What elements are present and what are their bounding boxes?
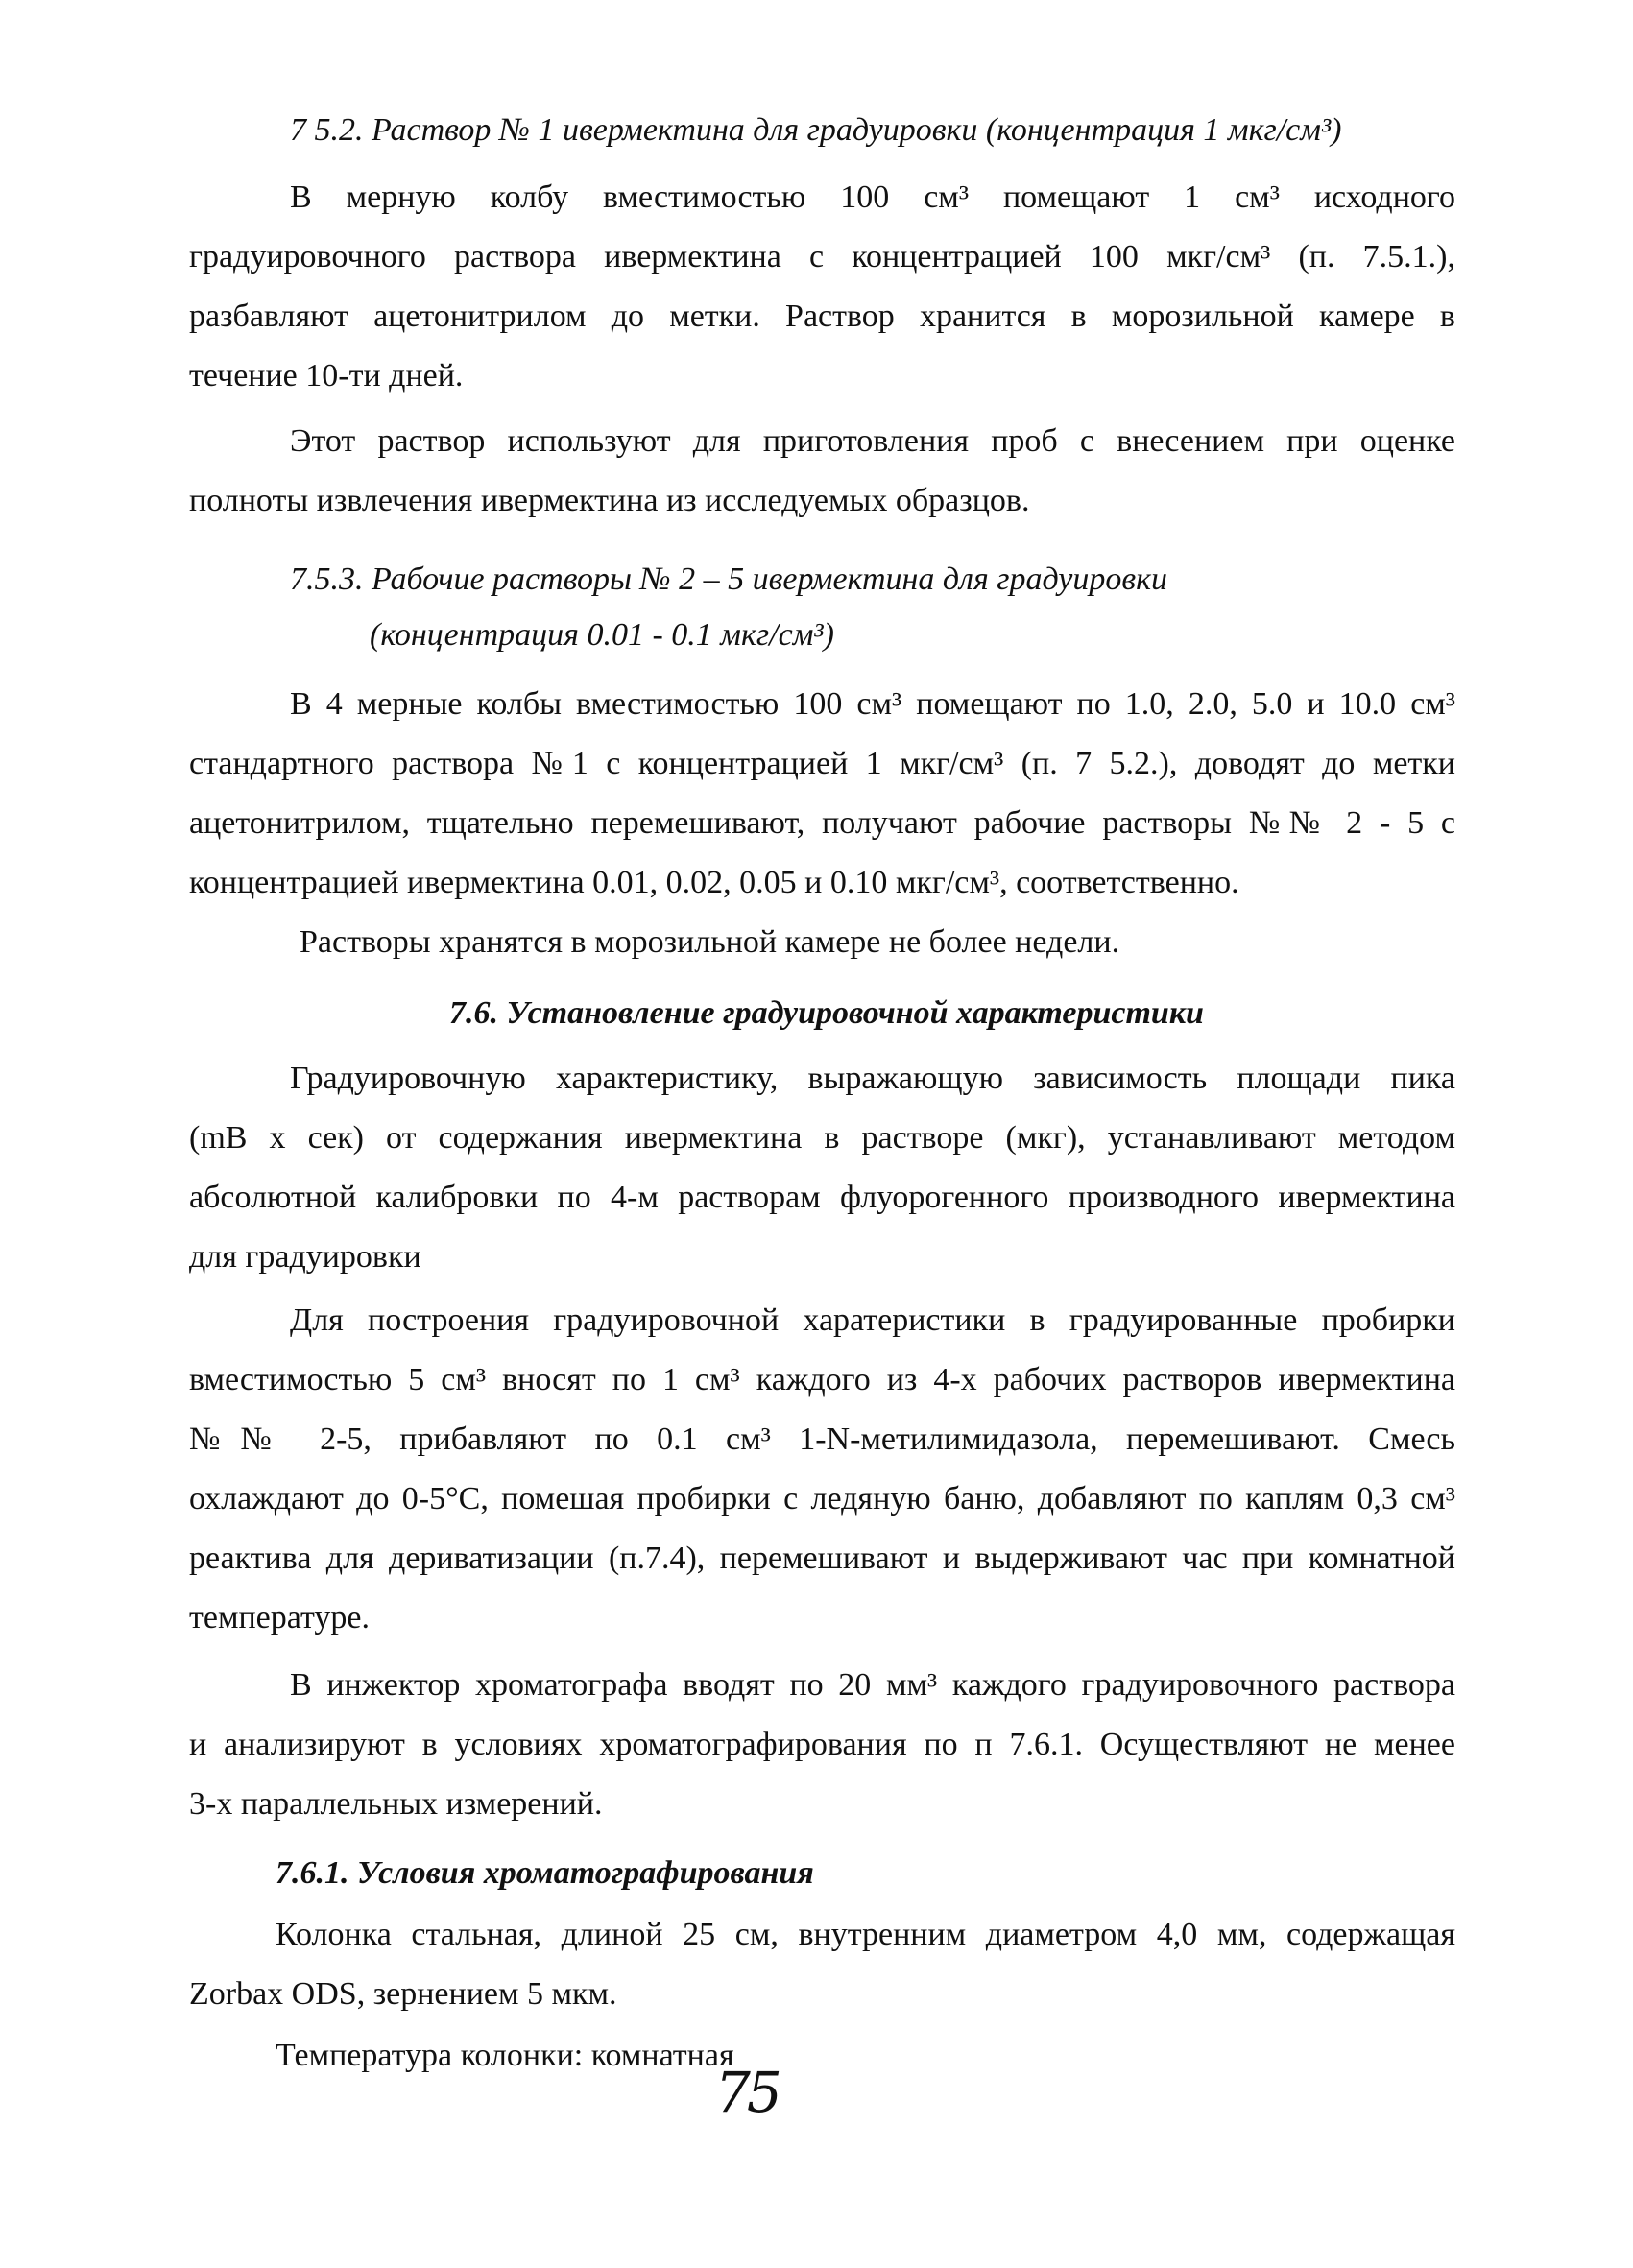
paragraph-line: Zorbax ODS, зернением 5 мкм. (189, 1976, 617, 2012)
paragraph-line: Растворы хранятся в морозильной камере не более недели. (300, 924, 1120, 960)
paragraph-line: (mВ х сек) от содержания ивермектина в растворе (мкг), устанавливают методом (189, 1120, 1455, 1156)
paragraph-line: для градуировки (189, 1239, 421, 1275)
paragraph-line: ацетонитрилом, тщательно перемешивают, получают рабочие растворы №№ 2 - 5 с (189, 805, 1455, 841)
paragraph-line: абсолютной калибровки по 4-м растворам флуорогенного производного ивермектина (189, 1180, 1455, 1215)
paragraph-line: стандартного раствора №1 с концентрацией 1 мкг/см³ (п. 7 5.2.), доводят до метки (189, 746, 1455, 781)
section-heading-7-6-1: 7.6.1. Условия хроматографирования (276, 1855, 814, 1891)
paragraph-line: вместимостью 5 см³ вносят по 1 см³ каждого из 4-х рабочих растворов ивермектина (189, 1362, 1455, 1397)
paragraph-line: реактива для дериватизации (п.7.4), перемешивают и выдерживают час при комнатной (189, 1540, 1455, 1576)
section-heading-7-6: 7.6. Установление градуировочной характеристики (449, 995, 1204, 1031)
paragraph-line: В мерную колбу вместимостью 100 см³ помещают 1 см³ исходного (290, 179, 1455, 215)
paragraph-line: разбавляют ацетонитрилом до метки. Раствор хранится в морозильной камере в (189, 298, 1455, 334)
paragraph-line: концентрацией ивермектина 0.01, 0.02, 0.05 и 0.10 мкг/см³, соответственно. (189, 865, 1239, 900)
section-heading-7-5-2: 7 5.2. Раствор № 1 ивермектина для градуировки (концентрация 1 мкг/см³) (290, 112, 1342, 148)
paragraph-line: полноты извлечения ивермектина из исследуемых образцов. (189, 483, 1030, 518)
paragraph-line: Этот раствор используют для приготовления проб с внесением при оценке (290, 423, 1455, 459)
paragraph-line: Градуировочную характеристику, выражающую зависимость площади пика (290, 1061, 1455, 1096)
paragraph-line: В инжектор хроматографа вводят по 20 мм³ каждого градуировочного раствора (290, 1667, 1455, 1703)
paragraph-line: и анализируют в условиях хроматографирования по п 7.6.1. Осуществляют не менее (189, 1727, 1455, 1762)
paragraph-line: 3-х параллельных измерений. (189, 1786, 603, 1822)
paragraph-line: течение 10-ти дней. (189, 358, 464, 394)
paragraph-line: Для построения градуировочной харатеристики в градуированные пробирки (290, 1302, 1455, 1338)
paragraph-line: В 4 мерные колбы вместимостью 100 см³ помещают по 1.0, 2.0, 5.0 и 10.0 см³ (290, 686, 1455, 722)
section-heading-7-5-3: 7.5.3. Рабочие растворы № 2 – 5 ивермектина для градуировки (290, 561, 1168, 597)
paragraph-line: Температура колонки: комнатная (276, 2038, 734, 2073)
paragraph-line: Колонка стальная, длиной 25 см, внутренним диаметром 4,0 мм, содержащая (276, 1917, 1455, 1952)
page-number: 75 (715, 2060, 779, 2125)
paragraph-line: температуре. (189, 1600, 370, 1635)
paragraph-line: градуировочного раствора ивермектина с концентрацией 100 мкг/см³ (п. 7.5.1.), (189, 239, 1455, 275)
paragraph-line: охлаждают до 0-5°С, помешая пробирки с ледяную баню, добавляют по каплям 0,3 см³ (189, 1481, 1455, 1516)
section-heading-7-5-3-concentration: (концентрация 0.01 - 0.1 мкг/см³) (370, 617, 834, 653)
paragraph-line: №№ 2-5, прибавляют по 0.1 см³ 1-N-метилимидазола, перемешивают. Смесь (189, 1421, 1455, 1457)
